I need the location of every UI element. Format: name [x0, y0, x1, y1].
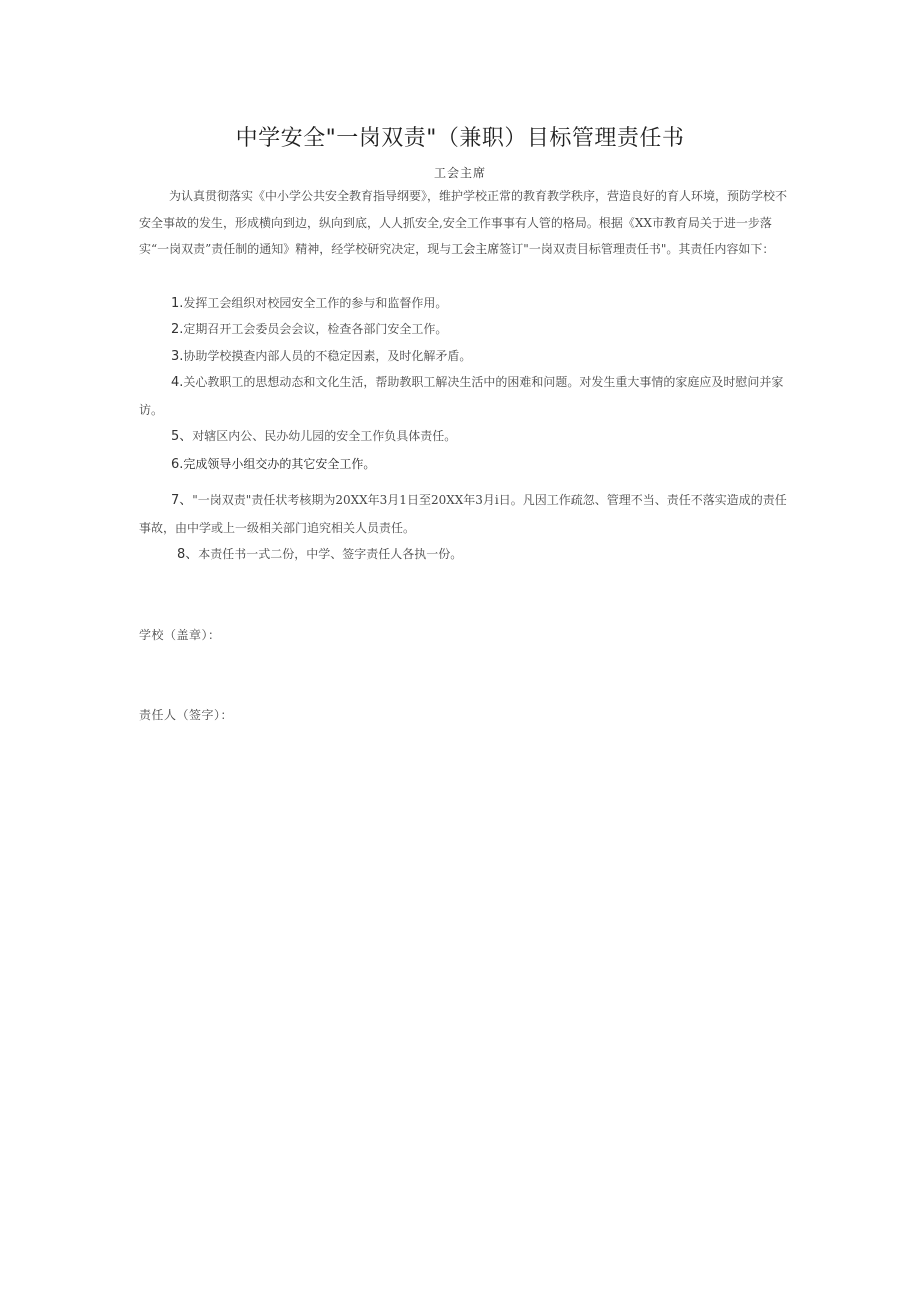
item-text: 协助学校摸查内部人员的不稳定因素，及时化解矛盾。 [183, 349, 472, 363]
school-seal-label: 学校（盖章）： [139, 628, 221, 642]
item-number: 6. [171, 457, 184, 472]
list-item [139, 369, 789, 423]
item-number: 4. [171, 375, 184, 390]
list-item [139, 451, 789, 479]
intro-text-b: 签订"一岗双责目标管理责任书"。其责任内容如下： [499, 242, 775, 256]
item-number: 3. [171, 349, 184, 364]
list-item [139, 316, 789, 344]
intro-paragraph [139, 183, 789, 263]
item-text: 发挥工会组织对校园安全工作的参与和监督作用。 [183, 296, 448, 310]
item-text: "一岗双责"责任状考核期为20XX年3月1日至20XX年3月i日。凡因工作疏忽、管理不当、责任不落实造成的责任事故，由中学或上一级相关部门追究相关人员责任。 [139, 493, 787, 535]
document-title: 中学安全"一岗双责"（兼职）目标管理责任书 [235, 126, 685, 151]
item-number: 1. [171, 296, 184, 311]
item-number: 5、 [171, 429, 193, 444]
list-item [139, 423, 789, 451]
list-item [139, 290, 789, 318]
item-number: 8、 [177, 547, 199, 562]
intro-text-a: 为认真贯彻落实《中小学公共安全教育指导纲要》，维护学校正常的教育教学秩序，营造良好的育人环境，预防学校不安全事故的发生，形成横向到边，纵向到底，人人抓安全,安全工作事事有人管的格局。根据《XX市教育局关于进一步落实“一岗双责”责任制的通知》精神，经学校研究决定，现与 [139, 189, 788, 256]
list-item [139, 343, 789, 371]
item-text: 关心教职工的思想动态和文化生活，帮助教职工解决生活中的困难和问题。对发生重大事情的家庭应及时慰问并家访。 [139, 375, 784, 417]
document-subtitle: 工会主席 [433, 166, 486, 180]
item-number: 7、 [171, 493, 193, 508]
item-text: 定期召开工会委员会会议，检查各部门安全工作。 [183, 322, 448, 336]
item-text: 完成领导小组交办的其它安全工作。 [183, 457, 376, 471]
item-text: 本责任书一式二份，中学、签字责任人各执一份。 [198, 547, 463, 561]
list-item [139, 487, 789, 541]
intro-emphasis: 工会主席 [451, 242, 500, 256]
responsible-person-signature-label: 责任人（签字）： [139, 708, 234, 722]
item-number: 2. [171, 322, 184, 337]
item-text: 对辖区内公、民办幼儿园的安全工作负具体责任。 [192, 429, 457, 443]
list-item [139, 541, 789, 569]
